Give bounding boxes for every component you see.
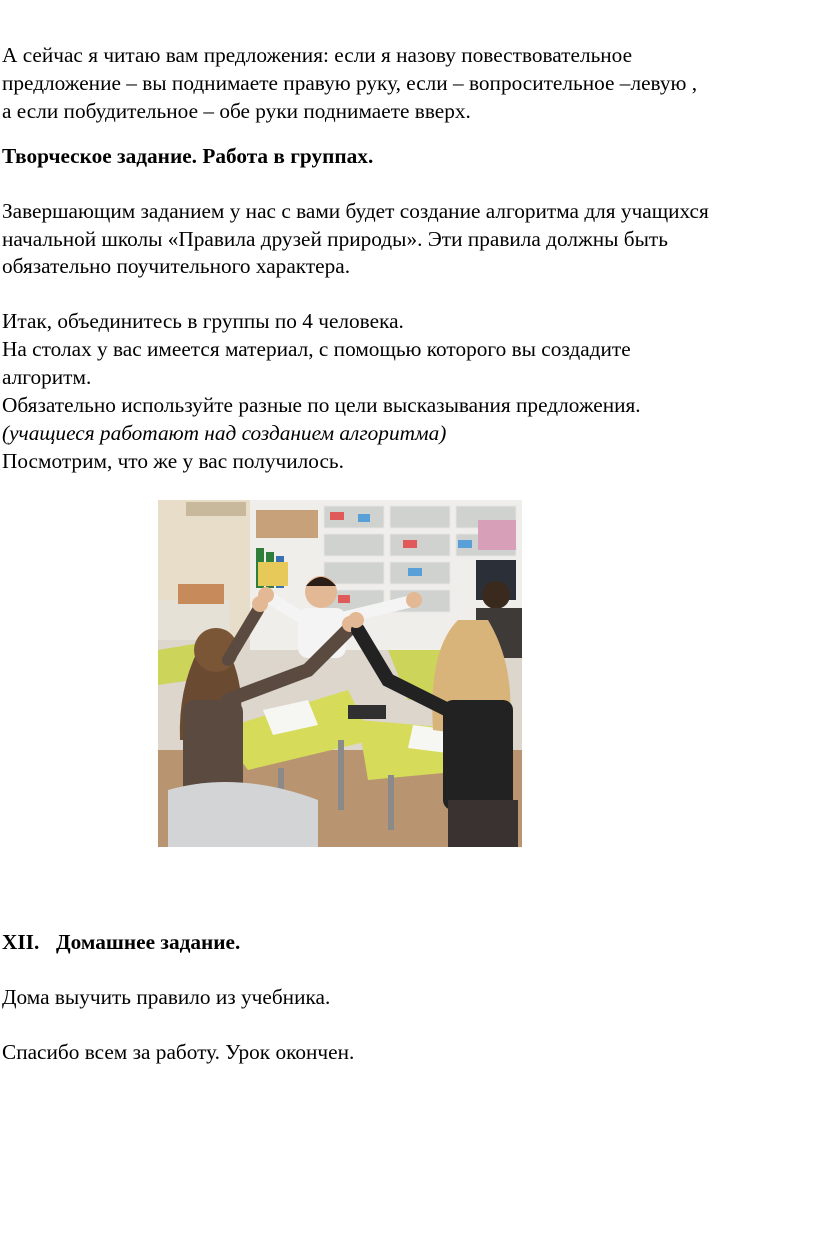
- homework-heading: Домашнее задание.: [56, 930, 241, 954]
- homework-line-2: Спасибо всем за работу. Урок окончен.: [2, 1040, 355, 1064]
- task-p2-line-5-italic: (учащиеся работают над созданием алгоритма): [2, 421, 447, 445]
- intro-line-2: предложение – вы поднимаете правую руку, если – вопросительное –левую ,: [2, 71, 698, 95]
- task-p1-line-1: Завершающим заданием у нас с вами будет создание алгоритма для учащихся: [2, 199, 709, 223]
- task-p2-line-1: Итак, объединитесь в группы по 4 человека.: [2, 309, 404, 333]
- intro-line-3: а если побудительное – обе руки поднимаете вверх.: [2, 99, 471, 123]
- task-p1-line-2: начальной школы «Правила друзей природы». Эти правила должны быть: [2, 227, 668, 251]
- homework-heading-line: [2, 929, 240, 956]
- classroom-photo-drawing: [158, 500, 522, 847]
- homework-section-number: XII.: [2, 930, 40, 954]
- task-p2-line-6: Посмотрим, что же у вас получилось.: [2, 449, 344, 473]
- task-p1-line-3: обязательно поучительного характера.: [2, 254, 351, 278]
- homework-line-1: Дома выучить правило из учебника.: [2, 985, 331, 1009]
- intro-line-1: А сейчас я читаю вам предложения: если я назову повествовательное: [2, 43, 633, 67]
- classroom-photo: [158, 500, 522, 847]
- task-p2-line-3: алгоритм.: [2, 365, 92, 389]
- creative-task-heading: Творческое задание. Работа в группах.: [2, 144, 374, 168]
- task-p2-line-2: На столах у вас имеется материал, с помощью которого вы создадите: [2, 337, 631, 361]
- task-p2-line-4: Обязательно используйте разные по цели высказывания предложения.: [2, 393, 641, 417]
